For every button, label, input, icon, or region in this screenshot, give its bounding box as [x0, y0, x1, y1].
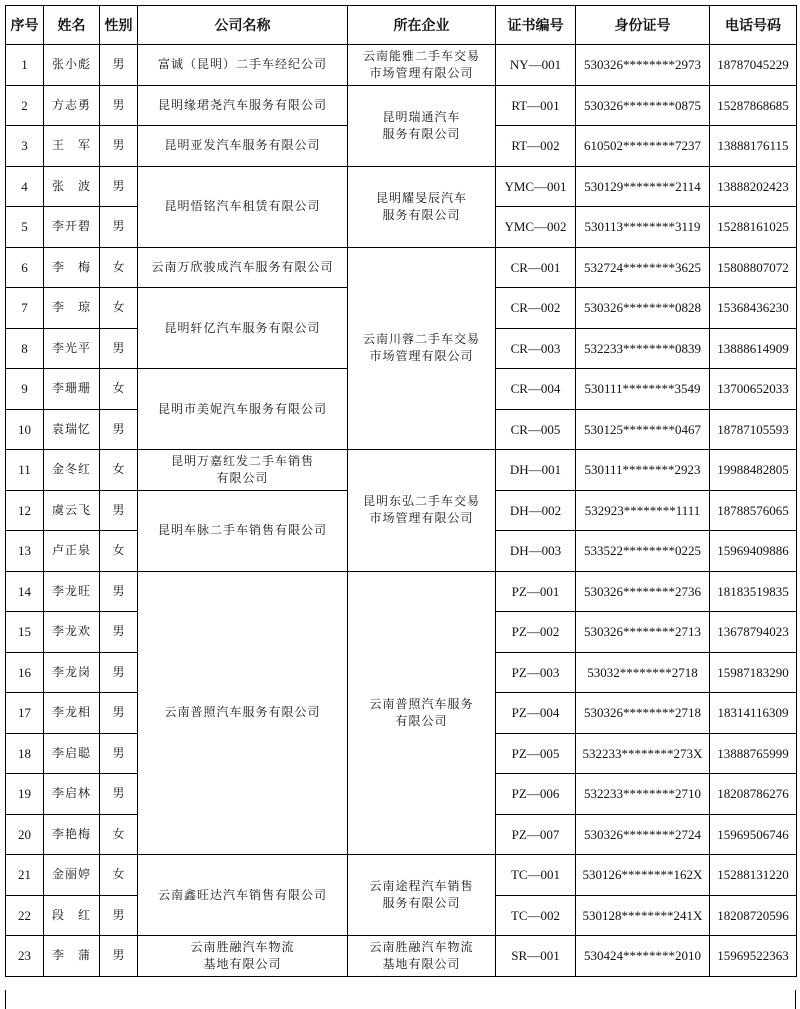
cell-name: 李龙岗 [44, 652, 100, 693]
enterprise-line2: 基地有限公司 [382, 956, 461, 971]
table-row [6, 166, 797, 207]
table-row [6, 936, 797, 977]
cell-id-no: 532233********2710 [576, 774, 710, 815]
cell-company [138, 490, 348, 571]
cell-name: 李开碧 [44, 207, 100, 248]
cell-id-no: 530126********162X [576, 855, 710, 896]
cell-company [138, 85, 348, 126]
cell-gender: 女 [100, 814, 138, 855]
enterprise-line1: 昆明东弘二手车交易 [362, 494, 480, 509]
cell-company [138, 166, 348, 247]
cell-cert: PZ—001 [496, 571, 576, 612]
enterprise-line2: 服务有限公司 [382, 126, 461, 141]
cell-enterprise [348, 855, 496, 936]
cell-name: 袁瑞忆 [44, 409, 100, 450]
cell-id-no: 530424********2010 [576, 936, 710, 977]
cell-cert: RT—001 [496, 85, 576, 126]
cell-id-no: 530326********0828 [576, 288, 710, 329]
cell-cert: YMC—002 [496, 207, 576, 248]
cell-phone: 15808807072 [710, 247, 797, 288]
cell-cert: PZ—006 [496, 774, 576, 815]
cell-seq: 9 [6, 369, 44, 410]
cell-phone: 18208720596 [710, 895, 797, 936]
cell-id-no: 532233********0839 [576, 328, 710, 369]
cell-gender: 男 [100, 774, 138, 815]
cell-cert: PZ—002 [496, 612, 576, 653]
cell-gender: 男 [100, 409, 138, 450]
cell-enterprise [348, 166, 496, 247]
cell-seq: 10 [6, 409, 44, 450]
cell-cert: PZ—005 [496, 733, 576, 774]
cell-name: 李龙相 [44, 693, 100, 734]
cell-name: 卢正泉 [44, 531, 100, 572]
company-line1: 云南万欣骏成汽车服务有限公司 [151, 259, 334, 274]
cell-name: 李艳梅 [44, 814, 100, 855]
enterprise-line1: 昆明瑞通汽车 [382, 109, 461, 124]
cell-phone: 13888614909 [710, 328, 797, 369]
cell-cert: CR—002 [496, 288, 576, 329]
cell-cert: TC—001 [496, 855, 576, 896]
table-row [6, 247, 797, 288]
cell-gender: 女 [100, 369, 138, 410]
roster-table [5, 5, 797, 977]
cell-seq: 18 [6, 733, 44, 774]
cell-id-no: 533522********0225 [576, 531, 710, 572]
cell-gender: 男 [100, 652, 138, 693]
cell-phone: 15368436230 [710, 288, 797, 329]
company-line1: 昆明悟铭汽车租赁有限公司 [164, 199, 321, 213]
table-continuation-line-right [795, 990, 796, 1009]
cell-seq: 13 [6, 531, 44, 572]
cell-company [138, 369, 348, 450]
cell-seq: 8 [6, 328, 44, 369]
enterprise-line2: 服务有限公司 [382, 207, 461, 222]
cell-phone: 13700652033 [710, 369, 797, 410]
company-line1: 昆明缘珺尧汽车服务有限公司 [157, 97, 327, 112]
cell-phone: 13678794023 [710, 612, 797, 653]
cell-seq: 17 [6, 693, 44, 734]
cell-phone: 15969409886 [710, 531, 797, 572]
cell-company [138, 450, 348, 491]
table-row [6, 45, 797, 86]
cell-cert: CR—005 [496, 409, 576, 450]
company-line2: 有限公司 [216, 470, 269, 485]
table-row [6, 85, 797, 126]
cell-enterprise [348, 571, 496, 855]
cell-name: 李龙旺 [44, 571, 100, 612]
cell-company [138, 855, 348, 936]
cell-company [138, 936, 348, 977]
cell-company [138, 571, 348, 855]
cell-seq: 21 [6, 855, 44, 896]
cell-gender: 女 [100, 288, 138, 329]
cell-gender: 男 [100, 571, 138, 612]
cell-cert: YMC—001 [496, 166, 576, 207]
enterprise-line1: 云南胜融汽车物流 [369, 939, 474, 954]
cell-cert: DH—001 [496, 450, 576, 491]
company-line1: 昆明车脉二手车销售有限公司 [157, 523, 327, 537]
cell-name: 王 军 [44, 126, 100, 167]
cell-seq: 12 [6, 490, 44, 531]
header-phone: 电话号码 [710, 6, 797, 45]
cell-seq: 11 [6, 450, 44, 491]
company-line1: 云南胜融汽车物流 [190, 939, 295, 954]
cell-phone: 19988482805 [710, 450, 797, 491]
cell-company [138, 288, 348, 369]
company-line1: 云南普照汽车服务有限公司 [164, 705, 321, 720]
cell-name: 李 琼 [44, 288, 100, 329]
cell-id-no: 530128********241X [576, 895, 710, 936]
cell-phone: 18787045229 [710, 45, 797, 86]
cell-cert: CR—004 [496, 369, 576, 410]
cell-name: 李 蒲 [44, 936, 100, 977]
cell-gender: 男 [100, 85, 138, 126]
cell-id-no: 530125********0467 [576, 409, 710, 450]
cell-id-no: 530326********2718 [576, 693, 710, 734]
cell-phone: 13888176115 [710, 126, 797, 167]
cell-name: 李珊珊 [44, 369, 100, 410]
cell-enterprise [348, 450, 496, 572]
cell-cert: SR—001 [496, 936, 576, 977]
enterprise-line1: 云南途程汽车销售 [369, 879, 474, 893]
roster-table-container [5, 5, 796, 977]
company-line2: 基地有限公司 [203, 956, 282, 971]
header-gender: 性别 [100, 6, 138, 45]
cell-cert: DH—003 [496, 531, 576, 572]
cell-phone: 13888202423 [710, 166, 797, 207]
cell-seq: 19 [6, 774, 44, 815]
table-row [6, 855, 797, 896]
cell-gender: 女 [100, 531, 138, 572]
cell-name: 金丽婷 [44, 855, 100, 896]
cell-seq: 2 [6, 85, 44, 126]
cell-gender: 男 [100, 126, 138, 167]
cell-seq: 16 [6, 652, 44, 693]
cell-company [138, 247, 348, 288]
cell-id-no: 530326********2973 [576, 45, 710, 86]
cell-phone: 15288161025 [710, 207, 797, 248]
cell-gender: 男 [100, 895, 138, 936]
cell-name: 张 波 [44, 166, 100, 207]
cell-enterprise [348, 936, 496, 977]
cell-name: 金冬红 [44, 450, 100, 491]
cell-seq: 6 [6, 247, 44, 288]
cell-id-no: 532724********3625 [576, 247, 710, 288]
cell-gender: 男 [100, 693, 138, 734]
cell-name: 李启林 [44, 774, 100, 815]
cell-name: 张小彪 [44, 45, 100, 86]
cell-enterprise [348, 45, 496, 86]
cell-phone: 18787105593 [710, 409, 797, 450]
cell-phone: 18788576065 [710, 490, 797, 531]
cell-gender: 女 [100, 247, 138, 288]
cell-id-no: 530111********2923 [576, 450, 710, 491]
cell-company [138, 126, 348, 167]
cell-phone: 15288131220 [710, 855, 797, 896]
cell-cert: DH—002 [496, 490, 576, 531]
cell-id-no: 530111********3549 [576, 369, 710, 410]
table-row [6, 571, 797, 612]
cell-gender: 男 [100, 490, 138, 531]
header-cert: 证书编号 [496, 6, 576, 45]
cell-seq: 1 [6, 45, 44, 86]
enterprise-line2: 有限公司 [395, 713, 448, 728]
cell-gender: 男 [100, 45, 138, 86]
cell-cert: PZ—003 [496, 652, 576, 693]
header-seq: 序号 [6, 6, 44, 45]
cell-id-no: 530326********2724 [576, 814, 710, 855]
cell-cert: RT—002 [496, 126, 576, 167]
cell-id-no: 532923********1111 [576, 490, 710, 531]
cell-phone: 15969522363 [710, 936, 797, 977]
cell-gender: 女 [100, 855, 138, 896]
cell-cert: NY—001 [496, 45, 576, 86]
cell-gender: 男 [100, 612, 138, 653]
cell-seq: 7 [6, 288, 44, 329]
enterprise-line1: 云南川蓉二手车交易 [362, 332, 480, 347]
cell-seq: 4 [6, 166, 44, 207]
cell-name: 虞云飞 [44, 490, 100, 531]
cell-id-no: 530113********3119 [576, 207, 710, 248]
company-line1: 昆明市美妮汽车服务有限公司 [157, 401, 327, 416]
cell-gender: 男 [100, 166, 138, 207]
enterprise-line2: 市场管理有限公司 [369, 349, 474, 364]
cell-gender: 男 [100, 207, 138, 248]
cell-name: 李光平 [44, 328, 100, 369]
company-line1: 昆明亚发汽车服务有限公司 [164, 138, 321, 153]
cell-name: 李龙欢 [44, 612, 100, 653]
cell-gender: 男 [100, 733, 138, 774]
cell-id-no: 53032********2718 [576, 652, 710, 693]
cell-seq: 3 [6, 126, 44, 167]
company-line1: 富诚（昆明）二手车经纪公司 [157, 57, 327, 72]
cell-enterprise [348, 85, 496, 166]
cell-phone: 15969506746 [710, 814, 797, 855]
cell-seq: 14 [6, 571, 44, 612]
cell-seq: 22 [6, 895, 44, 936]
header-id-no: 身份证号 [576, 6, 710, 45]
table-row [6, 450, 797, 491]
cell-cert: CR—003 [496, 328, 576, 369]
cell-id-no: 532233********273X [576, 733, 710, 774]
cell-phone: 15987183290 [710, 652, 797, 693]
enterprise-line2: 市场管理有限公司 [369, 511, 474, 526]
company-line1: 昆明万嘉红发二手车销售 [170, 453, 314, 468]
cell-seq: 15 [6, 612, 44, 653]
enterprise-line1: 云南能雅二手车交易 [362, 48, 480, 63]
cell-seq: 23 [6, 936, 44, 977]
cell-phone: 18314116309 [710, 693, 797, 734]
cell-id-no: 530129********2114 [576, 166, 710, 207]
cell-company [138, 45, 348, 86]
cell-phone: 13888765999 [710, 733, 797, 774]
cell-cert: CR—001 [496, 247, 576, 288]
cell-cert: PZ—004 [496, 693, 576, 734]
cell-enterprise [348, 247, 496, 450]
cell-name: 李 梅 [44, 247, 100, 288]
cell-seq: 20 [6, 814, 44, 855]
enterprise-line2: 市场管理有限公司 [369, 65, 474, 80]
cell-phone: 18208786276 [710, 774, 797, 815]
cell-cert: TC—002 [496, 895, 576, 936]
company-line1: 云南鑫旺达汽车销售有限公司 [157, 887, 327, 902]
header-company: 公司名称 [138, 6, 348, 45]
enterprise-line1: 云南普照汽车服务 [369, 696, 474, 711]
cell-gender: 男 [100, 936, 138, 977]
cell-name: 方志勇 [44, 85, 100, 126]
cell-phone: 18183519835 [710, 571, 797, 612]
cell-name: 段 红 [44, 895, 100, 936]
company-line1: 昆明轩亿汽车服务有限公司 [164, 320, 321, 335]
header-enterprise: 所在企业 [348, 6, 496, 45]
header-row [6, 6, 797, 45]
cell-seq: 5 [6, 207, 44, 248]
cell-gender: 女 [100, 450, 138, 491]
enterprise-line2: 服务有限公司 [382, 896, 461, 910]
table-continuation-line-left [5, 990, 6, 1009]
enterprise-line1: 昆明耀旻辰汽车 [375, 190, 467, 205]
cell-cert: PZ—007 [496, 814, 576, 855]
cell-phone: 15287868685 [710, 85, 797, 126]
cell-name: 李启聪 [44, 733, 100, 774]
cell-gender: 男 [100, 328, 138, 369]
header-name: 姓名 [44, 6, 100, 45]
cell-id-no: 530326********0875 [576, 85, 710, 126]
cell-id-no: 530326********2713 [576, 612, 710, 653]
cell-id-no: 610502********7237 [576, 126, 710, 167]
cell-id-no: 530326********2736 [576, 571, 710, 612]
